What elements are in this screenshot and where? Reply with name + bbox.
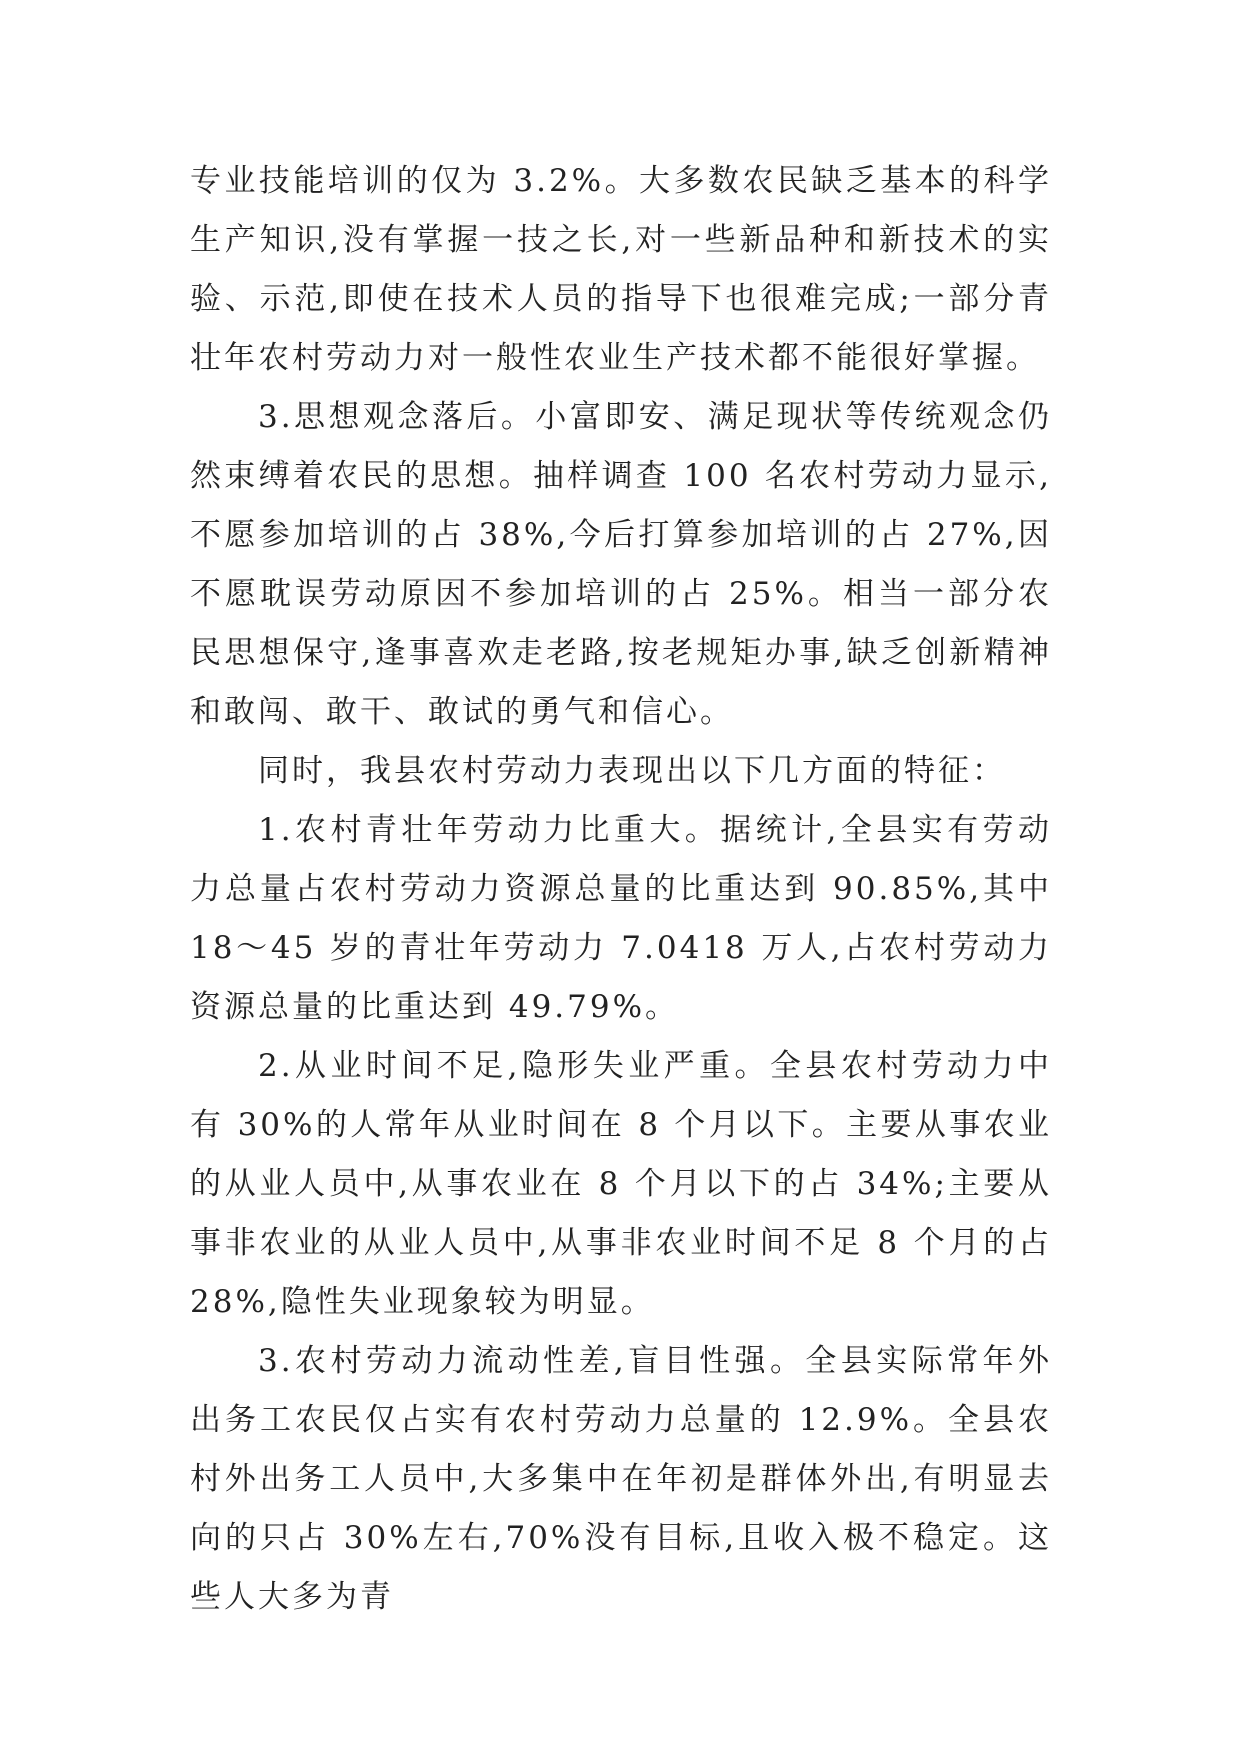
paragraph-labor-features-intro: 同时，我县农村劳动力表现出以下几方面的特征： (258, 753, 1006, 789)
paragraph-labor-mobility: 3.农村劳动力流动性差,盲目性强。全县实际常年外出务工农民仅占实有农村劳动力总量的 12.9%。全县农村外出务工人员中,大多集中在年初是群体外出,有明显去向的只占 30%左右,70%没有目标,且收入极不稳定。这些人大多为青 (190, 1343, 1052, 1615)
document-body (190, 152, 1052, 1627)
paragraph-young-labor-ratio: 1.农村青壮年劳动力比重大。据统计,全县实有劳动力总量占农村劳动力资源总量的比重达到 90.85%,其中 18～45 岁的青壮年劳动力 7.0418 万人,占农村劳动力资源总量的比重达到 49.79%。 (190, 812, 1052, 1025)
paragraph-training-skills: 专业技能培训的仅为 3.2%。大多数农民缺乏基本的科学生产知识,没有掌握一技之长,对一些新品种和新技术的实验、示范,即使在技术人员的指导下也很难完成;一部分青壮年农村劳动力对一般性农业生产技术都不能很好掌握。 (190, 163, 1052, 376)
paragraph-underemployment: 2.从业时间不足,隐形失业严重。全县农村劳动力中有 30%的人常年从业时间在 8 个月以下。主要从事农业的从业人员中,从事农业在 8 个月以下的占 34%;主要从事非农业的从业人员中,从事非农业时间不足 8 个月的占 28%,隐性失业现象较为明显。 (190, 1048, 1052, 1320)
paragraph-outdated-ideas: 3.思想观念落后。小富即安、满足现状等传统观念仍然束缚着农民的思想。抽样调查 100 名农村劳动力显示,不愿参加培训的占 38%,今后打算参加培训的占 27%,因不愿耽误劳动原因不参加培训的占 25%。相当一部分农民思想保守,逢事喜欢走老路,按老规矩办事,缺乏创新精神和敢闯、敢干、敢试的勇气和信心。 (190, 399, 1052, 730)
